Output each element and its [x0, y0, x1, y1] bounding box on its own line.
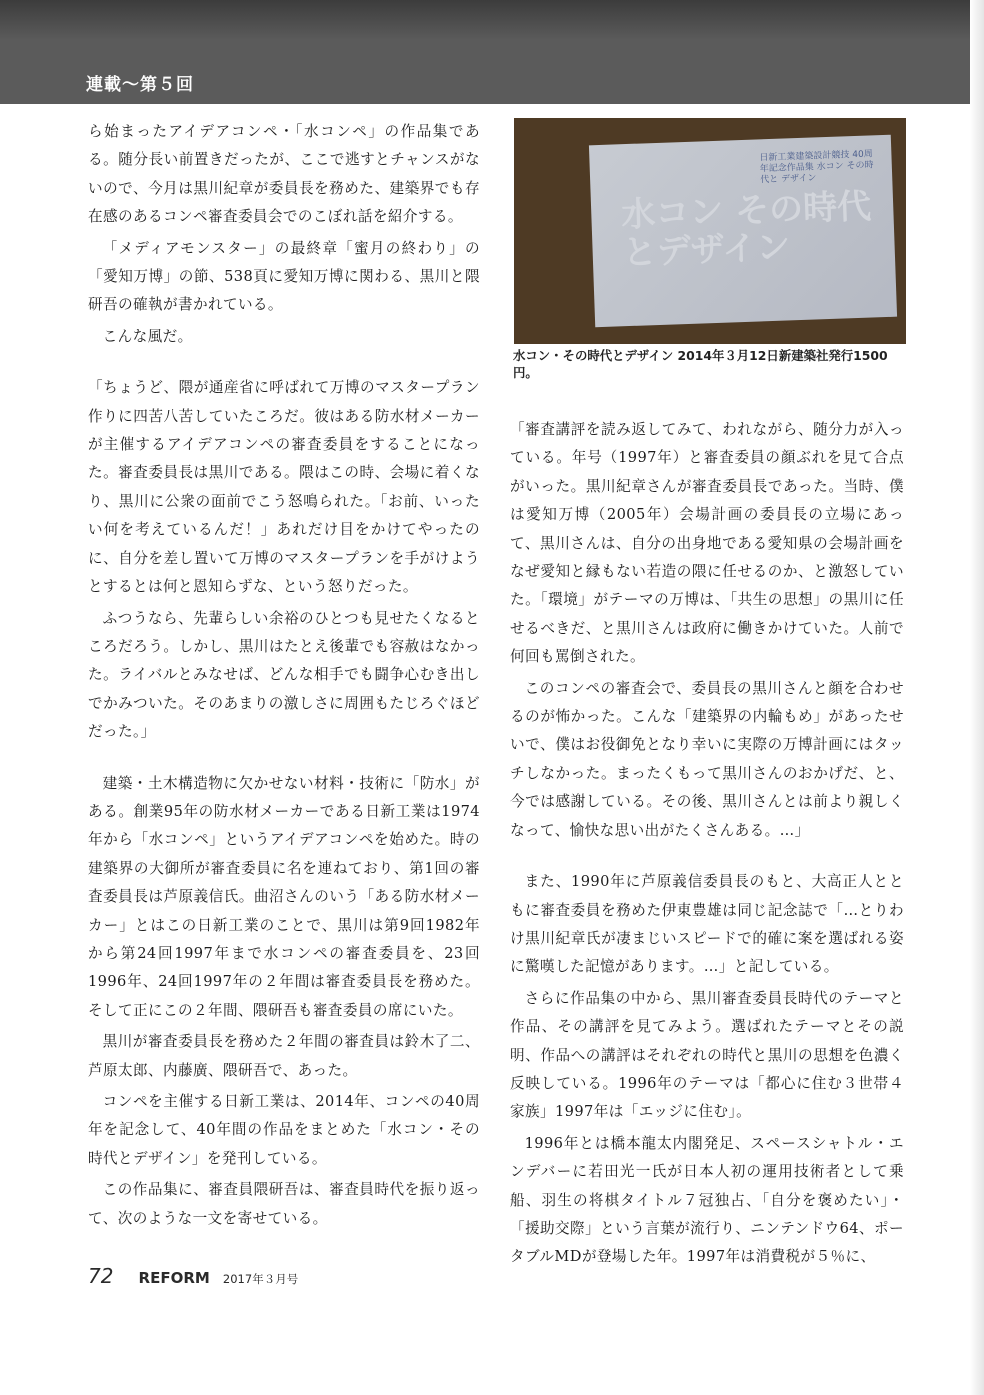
paragraph-gap — [88, 354, 480, 374]
quote-paragraph: ふつうなら、先輩らしい余裕のひとつも見せたくなるところだろう。しかし、黒川はたとえ後輩でも容赦はなかった。ライバルとみなせば、どんな相手でも闘争心むき出しでかみついた。そのあまりの激しさに周囲もたじろぐほどだった。」 — [88, 609, 480, 741]
paragraph: ら始まったアイデアコンペ・「水コンペ」の作品集である。随分長い前置きだったが、ここで逃すとチャンスがないので、今月は黒川紀章が委員長を務めた、建築界でも存在感のあるコンペ審査委員会でのこぼれ話を紹介する。 — [88, 123, 480, 226]
quote-paragraph: 「ちょうど、隈が通産省に呼ばれて万博のマスタープラン作りに四苦八苦していたころだ。彼はある防水材メーカーが主催するアイデアコンペの審査委員をすることになった。審査委員長は黒川である。隈はこの時、会場に着くなり、黒川に公衆の面前でこう怒鳴られた。「お前、いったい何を考えているんだ！」あれだけ目をかけてやったのに、自分を差し置いて万博のマスタープランを手がけようとするとは何と恩知らずな、という怒りだった。 — [88, 379, 480, 596]
header-shadow — [0, 0, 984, 40]
right-column — [510, 416, 904, 1275]
paragraph: 1996年とは橋本龍太内閣発足、スペースシャトル・エンデバーに若田光一氏が日本人初の運用技術者として乗船、羽生の将棋タイトル７冠独占、「自分を褒めたい」・「援助交際」という言葉が流行り、ニンテンドウ64、ポータブルMDが登場した年。1997年は消費税が５％に、 — [510, 1134, 904, 1266]
series-title: 連載〜第５回 — [86, 75, 194, 95]
issue-date: 2017年３月号 — [222, 1272, 299, 1286]
paragraph: コンペを主催する日新工業は、2014年、コンペの40周年を記念して、40年間の作品をまとめた「水コン・その時代とデザイン」を発刊している。 — [88, 1093, 480, 1167]
quote-paragraph: 「審査講評を読み返してみて、われながら、随分力が入っている。年号（1997年）と審査委員の顔ぶれを見て合点がいった。黒川紀章さんが審査委員長であった。当時、僕は愛知万博（2005年）会場計画の委員長の立場にあって、黒川さんは、自分の出身地である愛知県の会場計画をなぜ愛知と縁もない若造の隈に任せるのか、と激怒していた。「環境」がテーマの万博は、「共生の思想」の黒川に任せるべきだ、と黒川さんは政府に働きかけていた。人前で何回も罵倒された。 — [510, 421, 904, 666]
paragraph: 黒川が審査委員長を務めた２年間の審査員は鈴木了二、芦原太郎、内藤廣、隈研吾で、あった。 — [88, 1033, 480, 1079]
paragraph-gap — [510, 848, 904, 868]
paragraph: また、1990年に芦原義信委員長のもと、大高正人とともに審査委員を務めた伊東豊雄は同じ記念誌で「…とりわけ黒川紀章氏が凄まじいスピードで的確に案を選ばれる姿に驚嘆した記憶があります。…」と記している。 — [510, 873, 904, 976]
paragraph: 建築・土木構造物に欠かせない材料・技術に「防水」がある。創業95年の防水材メーカーである日新工業は1974年から「水コンペ」というアイデアコンペを始めた。時の建築界の大御所が審査委員に名を連ねており、第1回の審査委員長は芦原義信氏。曲沼さんのいう「ある防水材メーカー」とはこの日新工業のことで、黒川は第9回1982年から第24回1997年まで水コンペの審査委員を、23回1996年、24回1997年の２年間は審査委員長を務めた。そして正にこの２年間、隈研吾も審査委員の席にいた。 — [88, 774, 480, 1019]
paragraph-gap — [88, 750, 480, 770]
page-footer — [88, 1264, 298, 1288]
paragraph: この作品集に、審査員隈研吾は、審査員時代を振り返って、次のような一文を寄せている。 — [88, 1181, 480, 1227]
page-number: 72 — [88, 1264, 114, 1288]
book-cover-title: 水コン その時代とデザイン — [620, 186, 872, 274]
book-cover-small-text: 日新工業建築設計競技 40周年記念作品集 水コン その時代と デザイン — [759, 149, 874, 186]
paragraph: こんな風だ。 — [102, 327, 193, 345]
quote-paragraph: このコンペの審査会で、委員長の黒川さんと顔を合わせるのが怖かった。こんな「建築界の内輪もめ」があったせいで、僕はお役御免となり幸いに実際の万博計画にはタッチしなかった。まったくもって黒川さんのおかげだ、と、今では感謝している。その後、黒川さんとは前より親しくなって、愉快な思い出がたくさんある。…」 — [510, 679, 904, 839]
magazine-name: REFORM — [138, 1269, 210, 1287]
paragraph: さらに作品集の中から、黒川審査委員長時代のテーマと作品、その講評を見てみよう。選ばれたテーマとその説明、作品への講評はそれぞれの時代と黒川の思想を色濃く反映している。1996年のテーマは「都心に住む３世帯４家族」1997年は「エッジに住む」。 — [510, 989, 904, 1121]
photo-caption: 水コン・その時代とデザイン 2014年３月12日新建築社発行1500円。 — [513, 348, 888, 380]
book-cover — [589, 135, 897, 327]
page-edge-shadow — [970, 0, 984, 1395]
left-column — [88, 118, 480, 1236]
paragraph: 「メディアモンスター」の最終章「蜜月の終わり」の「愛知万博」の節、538頁に愛知万博に関わる、黒川と隈研吾の確執が書かれている。 — [88, 239, 480, 314]
